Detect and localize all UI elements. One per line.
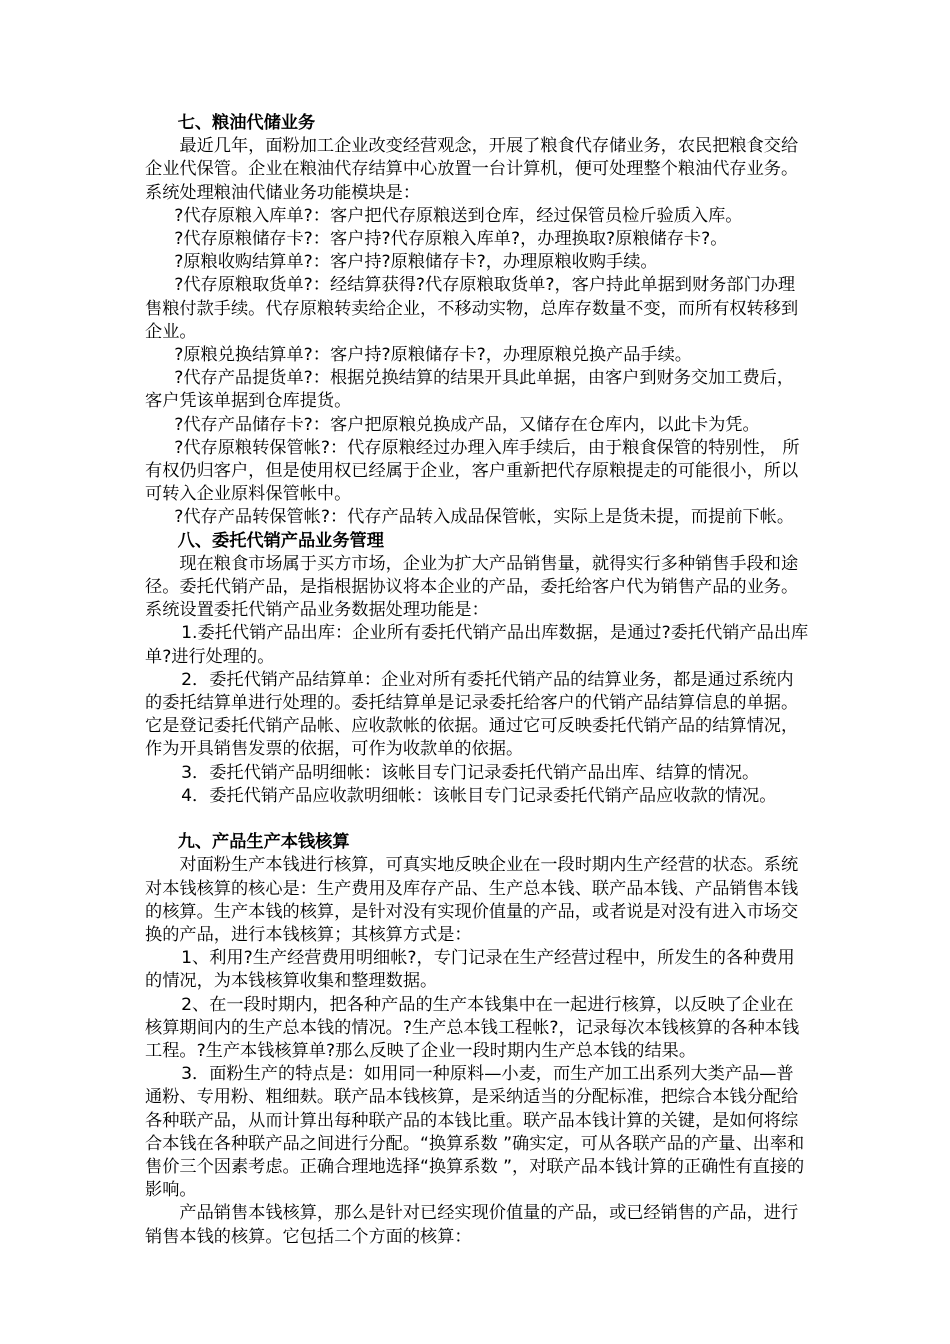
section-7-item: ?代存原粮入库单?：客户把代存原粮送到仓库，经过保管员检斤验质入库。 bbox=[174, 205, 743, 226]
section-8-item: 2．委托代销产品结算单：企业对所有委托代销产品的结算业务，都是通过系统内的委托结算单进行处理的。委托结算单是记录委托给客户的代销产品结算信息的单据。它是登记委托代销产品帐、应收款帐的依据。通过它可反映委托代销产品的结算情况，作为开具销售发票的依据，可作为收款单的依据。 bbox=[145, 669, 799, 760]
section-7-title: 七、粮油代储业务 bbox=[177, 113, 316, 133]
section-8-title: 八、委托代销产品业务管理 bbox=[177, 530, 384, 551]
section-7-item: ?代存原粮储存卡?：客户持?代存原粮入库单?，办理换取?原粮储存卡?。 bbox=[174, 229, 728, 250]
section-9-paragraph: 对面粉生产本钱进行核算，可真实地反映企业在一段时期内生产经营的状态。系统对本钱核算的核心是：生产费用及库存产品、生产总本钱、联产品本钱、产品销售本钱的核算。生产本钱的核算，是针对没有实现价值量的产品，或者说是对没有进入市场交换的产品，进行本钱核算；其核算方式是： bbox=[145, 855, 799, 945]
section-7-item: ?代存原粮取货单?：经结算获得?代存原粮取货单?，客户持此单据到财务部门办理售粮付款手续。代存原粮转卖给企业，不移动实物，总库存数量不变，而所有权转移到企业。 bbox=[145, 275, 799, 342]
section-8-item: 4．委托代销产品应收款明细帐：该帐目专门记录委托代销产品应收款的情况。 bbox=[181, 785, 777, 806]
section-9-paragraph: 产品销售本钱核算，那么是针对已经实现价值量的产品，或已经销售的产品，进行销售本钱的核算。它包括二个方面的核算： bbox=[145, 1203, 799, 1247]
document-page bbox=[145, 112, 810, 1249]
section-9-title: 九、产品生产本钱核算 bbox=[177, 832, 350, 853]
section-7-item: ?代存原粮转保管帐?：代存原粮经过办理入库手续后，由于粮食保管的特别性， 所有权仍归客户，但是使用权已经属于企业，客户重新把代存原粮提走的可能很小，所以可转入企业原料保管帐中。 bbox=[145, 437, 800, 505]
section-9-item: 3．面粉生产的特点是：如用同一种原料—小麦，而生产加工出系列大类产品—普通粉、专用粉、粗细麸。联产品本钱核算，是采纳适当的分配标准，把综合本钱分配给各种联产品，从而计算出每种联产品的本钱比重。联产品本钱计算的关键，是如何将综合本钱在各种联产品之间进行分配。“换算系数 ”确实定，可从各联产品的产量、出率和售价三个因素考虑。正确合理地选择“换算系数 ”，对联产品本钱计算的正确性有直接的影响。 bbox=[145, 1064, 805, 1201]
section-8-item: 1.委托代销产品出库：企业所有委托代销产品出库数据，是通过?委托代销产品出库单?进行处理的。 bbox=[145, 623, 809, 667]
section-7-paragraph: 最近几年，面粉加工企业改变经营观念，开展了粮食代存储业务，农民把粮食交给企业代保管。企业在粮油代存结算中心放置一台计算机，便可处理整个粮油代存业务。系统处理粮油代储业务功能模块是： bbox=[145, 136, 799, 203]
section-7-item: ?原粮收购结算单?：客户持?原粮储存卡?，办理原粮收购手续。 bbox=[174, 252, 658, 273]
section-spacer bbox=[145, 808, 810, 831]
section-7-item: ?代存产品储存卡?：客户把原粮兑换成产品，又储存在仓库内，以此卡为凭。 bbox=[174, 414, 760, 435]
section-9-item: 2、在一段时期内，把各种产品的生产本钱集中在一起进行核算，以反映了企业在核算期间内的生产总本钱的情况。?生产总本钱工程帐?，记录每次本钱核算的各种本钱工程。?生产本钱核算单?那么反映了企业一段时期内生产总本钱的结果。 bbox=[145, 994, 800, 1061]
section-8-paragraph: 现在粮食市场属于买方市场，企业为扩大产品销售量，就得实行多种销售手段和途径。委托代销产品，是指根据协议将本企业的产品，委托给客户代为销售产品的业务。系统设置委托代销产品业务数据处理功能是： bbox=[145, 553, 799, 621]
section-7-item: ?原粮兑换结算单?：客户持?原粮储存卡?，办理原粮兑换产品手续。 bbox=[174, 345, 692, 366]
section-9-item: 1、利用?生产经营费用明细帐?，专门记录在生产经营过程中，所发生的各种费用的情况，为本钱核算收集和整理数据。 bbox=[145, 948, 795, 992]
section-8-item: 3．委托代销产品明细帐：该帐目专门记录委托代销产品出库、结算的情况。 bbox=[181, 762, 760, 783]
section-7-item: ?代存产品转保管帐?：代存产品转入成品保管帐，实际上是货未提，而提前下帐。 bbox=[174, 507, 795, 528]
section-7-item: ?代存产品提货单?：根据兑换结算的结果开具此单据，由客户到财务交加工费后，客户凭该单据到仓库提货。 bbox=[145, 368, 795, 412]
